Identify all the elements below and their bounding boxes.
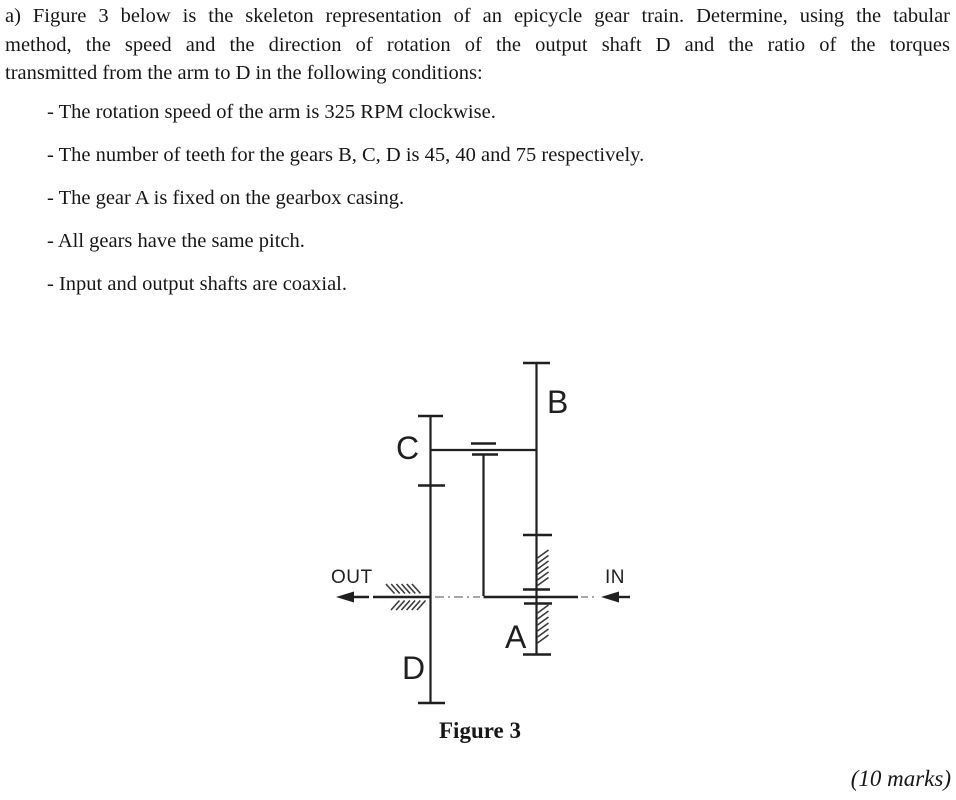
gear-a-fixed-hatch-lower [538, 605, 549, 643]
gear-c-label: C [396, 430, 420, 466]
question-line-1: a) Figure 3 below is the skeleton representation of an epicycle gear train. Determine, using the tabular [5, 5, 950, 27]
output-bearing-hatch-lower [391, 601, 426, 611]
condition-same-pitch: - All gears have the same pitch. [47, 230, 305, 252]
in-label: IN [605, 567, 625, 588]
gear-b-label: B [547, 384, 569, 420]
gear-end-caps [418, 363, 552, 703]
condition-coaxial-shafts: - Input and output shafts are coaxial. [47, 273, 348, 295]
question-line-2: method, the speed and the direction of rotation of the output shaft D and the ratio of the torques [5, 33, 950, 56]
question-line-3: transmitted from the arm to D in the following conditions: [5, 62, 483, 85]
condition-arm-speed: - The rotation speed of the arm is 325 RPM clockwise. [47, 101, 496, 123]
gear-a-label: A [505, 619, 527, 655]
out-arrowhead [336, 592, 354, 603]
in-arrowhead [601, 592, 619, 603]
gear-d-label: D [402, 650, 426, 686]
condition-teeth-numbers: - The number of teeth for the gears B, C, D is 45, 40 and 75 respectively. [47, 144, 645, 166]
figure-caption: Figure 3 [439, 718, 521, 743]
output-bearing-hatch-upper [386, 584, 421, 594]
marks-note: (10 marks) [850, 766, 951, 791]
gear-a-fixed-hatch-upper [538, 550, 549, 586]
out-label: OUT [331, 567, 373, 588]
condition-gear-a-fixed: - The gear A is fixed on the gearbox casing. [47, 187, 405, 209]
